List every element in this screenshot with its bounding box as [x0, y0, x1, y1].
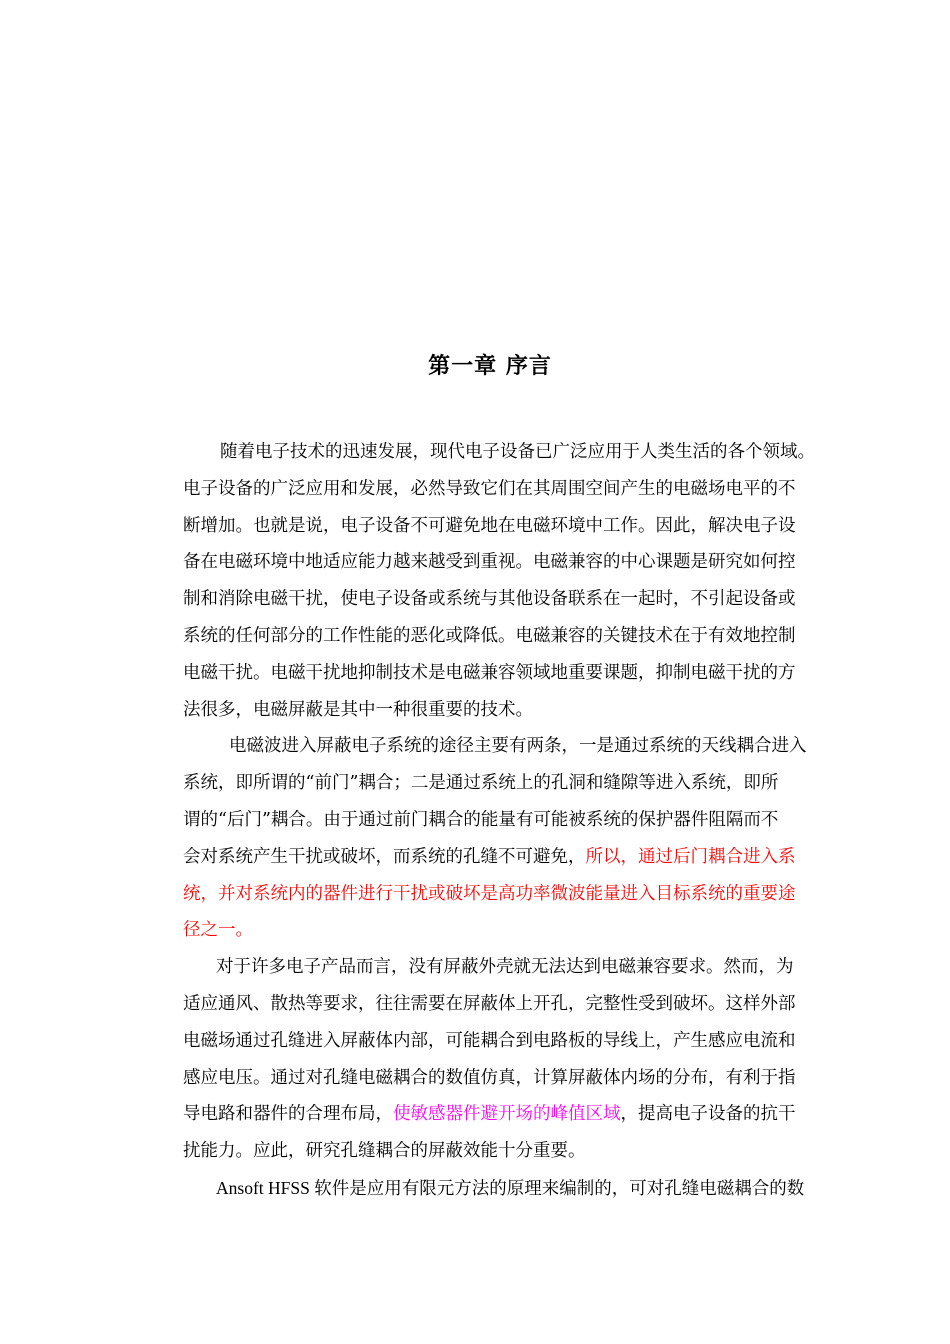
paragraph-3-line-5-before: 导电路和器件的合理布局， [183, 1104, 393, 1125]
paragraph-2-line-3: 谓的“后门”耦合。由于通过前门耦合的能量有可能被系统的保护器件阻隔而不 [183, 809, 779, 830]
paragraph-3-line-3: 电磁场通过孔缝进入屏蔽体内部，可能耦合到电路板的导线上，产生感应电流和 [183, 1030, 796, 1051]
paragraph-2-line-4-plain: 会对系统产生干扰或破坏，而系统的孔缝不可避免， [183, 846, 586, 867]
paragraph-1-line-8: 法很多，电磁屏蔽是其中一种很重要的技术。 [183, 699, 533, 720]
paragraph-2-line-6-highlight: 径之一。 [183, 920, 253, 941]
paragraph-1-line-6: 系统的任何部分的工作性能的恶化或降低。电磁兼容的关键技术在于有效地控制 [183, 625, 796, 646]
paragraph-3-line-1: 对于许多电子产品而言，没有屏蔽外壳就无法达到电磁兼容要求。然而，为 [216, 957, 794, 978]
paragraph-3-line-5-after: ，提高电子设备的抗干 [620, 1104, 796, 1125]
paragraph-1-line-1: 随着电子技术的迅速发展，现代电子设备已广泛应用于人类生活的各个领域。 [220, 442, 815, 462]
paragraph-2-line-1: 电磁波进入屏蔽电子系统的途径主要有两条，一是通过系统的天线耦合进入 [229, 736, 807, 757]
paragraph-3-line-6: 扰能力。应此，研究孔缝耦合的屏蔽效能十分重要。 [183, 1141, 586, 1162]
paragraph-2-line-2: 系统，即所谓的“前门”耦合；二是通过系统上的孔洞和缝隙等进入系统，即所 [183, 773, 779, 794]
paragraph-2-line-5-highlight: 统，并对系统内的器件进行干扰或破坏是高功率微波能量进入目标系统的重要途 [183, 883, 796, 904]
paragraph-2-line-4-highlight: 所以，通过后门耦合进入系 [585, 846, 796, 867]
paragraph-3-line-5 [183, 1096, 873, 1133]
paragraph-1-line-2: 电子设备的广泛应用和发展，必然导致它们在其周围空间产生的电磁场电平的不 [183, 478, 796, 499]
paragraph-3-line-2: 适应通风、散热等要求，往往需要在屏蔽体上开孔，完整性受到破坏。这样外部 [183, 993, 796, 1014]
paragraph-1-line-7: 电磁干扰。电磁干扰地抑制技术是电磁兼容领域地重要课题，抑制电磁干扰的方 [183, 662, 796, 683]
body-text [183, 434, 873, 1207]
paragraph-2-line-4 [183, 839, 873, 876]
paragraph-3-line-5-highlight: 使敏感器件避开场的峰值区域 [393, 1104, 621, 1125]
chapter-title: 第一章 序言 [428, 353, 552, 379]
paragraph-4-line-1-rest: 软件是应用有限元方法的原理来编制的，可对孔缝电磁耦合的数 [314, 1178, 805, 1199]
paragraph-3-line-4: 感应电压。通过对孔缝电磁耦合的数值仿真，计算屏蔽体内场的分布，有利于指 [183, 1067, 796, 1088]
paragraph-1-line-4: 备在电磁环境中地适应能力越来越受到重视。电磁兼容的中心课题是研究如何控 [183, 552, 796, 573]
paragraph-4-line-1 [183, 1170, 873, 1207]
paragraph-1-line-3: 断增加。也就是说，电子设备不可避免地在电磁环境中工作。因此，解决电子设 [183, 515, 796, 536]
paragraph-1-line-5: 制和消除电磁干扰，使电子设备或系统与其他设备联系在一起时，不引起设备或 [183, 589, 796, 610]
paragraph-4-software-name: Ansoft HFSS [216, 1177, 315, 1198]
